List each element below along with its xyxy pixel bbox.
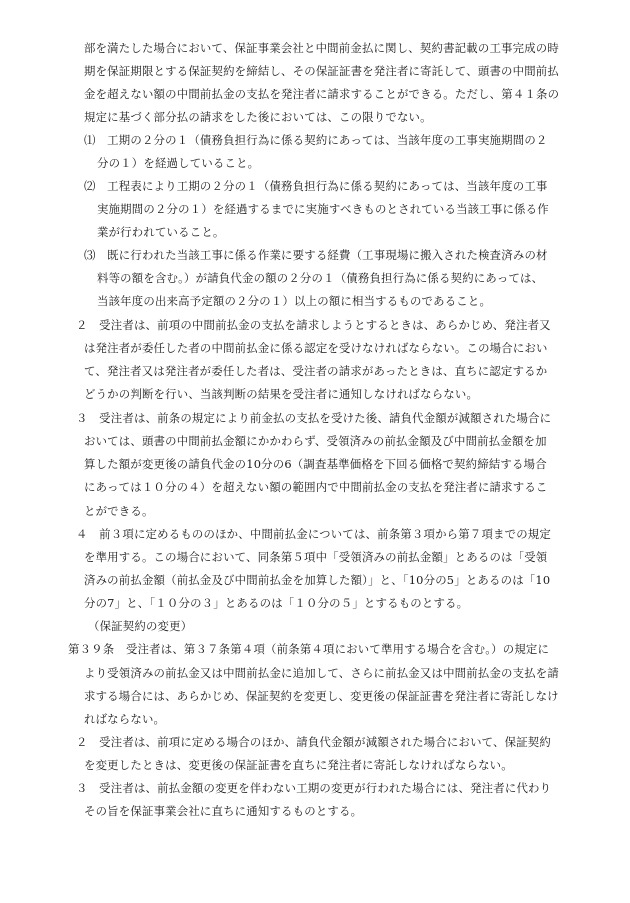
para-39-2-line-2: を変更したときは、変更後の保証証書を直ちに発注者に寄託しなければならない。 bbox=[84, 758, 513, 772]
para-2-line-1: ２ 受注者は、前項の中間前払金の支払を請求しようとするときは、あらかじめ、発注者又 bbox=[76, 318, 551, 332]
para-4-line-3: 済みの前払金額（前払金及び中間前払金を加算した額）」と、「10分の5」とあるのは「10 bbox=[84, 573, 551, 587]
section-heading: （保証契約の変更） bbox=[88, 619, 193, 633]
para-39-3-line-2: その旨を保証事業会社に直ちに通知するものとする。 bbox=[84, 804, 363, 818]
para-39-3-line-1: ３ 受注者は、前払金額の変更を伴わない工期の変更が行われた場合には、発注者に代わり bbox=[76, 781, 552, 795]
item-1-line-2: 分の１）を経過していること。 bbox=[97, 156, 260, 170]
item-2-line-3: 業が行われていること。 bbox=[97, 225, 225, 239]
article-39-line-1: 第３９条 受注者は、第３７条第４項（前条第４項において準用する場合を含む。）の規定に bbox=[68, 642, 550, 656]
para-3-line-3: 算した額が変更後の請負代金の10分の6（調査基準価格を下回る価格で契約締結する場合 bbox=[84, 457, 547, 471]
para-2-line-4: どうかの判断を行い、当該判断の結果を受注者に通知しなければならない。 bbox=[84, 387, 479, 401]
body-line-2: 期を保証期限とする保証契約を締結し、その保証証書を発注者に寄託して、頭書の中間前払 bbox=[84, 64, 559, 78]
para-3-line-5: とができる。 bbox=[84, 504, 154, 518]
para-3-line-4: にあっては１０分の４）を超えない額の範囲内で中間前払金の支払を発注者に請求するこ bbox=[84, 480, 548, 494]
para-2-line-3: て、発注者又は発注者が委任した者は、受注者の請求があったときは、直ちに認定するか bbox=[84, 364, 548, 378]
para-4-line-2: を準用する。この場合において、同条第５項中「受領済みの前払金額」とあるのは「受領 bbox=[84, 550, 548, 564]
article-39-line-2: より受領済みの前払金又は中間前払金に追加して、さらに前払金又は中間前払金の支払を請 bbox=[84, 666, 559, 680]
para-3-line-1: ３ 受注者は、前条の規定により前金払の支払を受けた後、請負代金額が減額された場合に bbox=[76, 411, 552, 425]
item-2-line-1: ⑵ 工程表により工期の２分の１（債務負担行為に係る契約にあっては、当該年度の工事 bbox=[84, 179, 548, 193]
article-39-line-3: 求する場合には、あらかじめ、保証契約を変更し、変更後の保証証書を発注者に寄託しなけ bbox=[84, 689, 559, 703]
item-3-line-3: 当該年度の出来高予定額の２分の１）以上の額に相当するものであること。 bbox=[97, 294, 492, 308]
item-3-line-2: 料等の額を含む。）が請負代金の額の２分の１（債務負担行為に係る契約にあっては、 bbox=[97, 271, 544, 285]
para-4-line-1: ４ 前３項に定めるもののほか、中間前払金については、前条第３項から第７項までの規定 bbox=[76, 527, 551, 541]
body-line-1: 部を満たした場合において、保証事業会社と中間前金払に関し、契約書記載の工事完成の時 bbox=[84, 41, 559, 55]
item-2-line-2: 実施期間の２分の１）を経過するまでに実施すべきものとされている当該工事に係る作 bbox=[97, 202, 549, 216]
item-1-line-1: ⑴ 工期の２分の１（債務負担行為に係る契約にあっては、当該年度の工事実施期間の２ bbox=[84, 133, 548, 147]
article-39-line-4: ればならない。 bbox=[84, 712, 166, 726]
item-3-line-1: ⑶ 既に行われた当該工事に係る作業に要する経費（工事現場に搬入された検査済みの材 bbox=[84, 248, 548, 262]
para-3-line-2: おいては、頭書の中間前払金額にかかわらず、受領済みの前払金額及び中間前払金額を加 bbox=[84, 434, 547, 448]
para-2-line-2: は発注者が委任した者の中間前払金に係る認定を受けなければならない。この場合におい bbox=[84, 341, 548, 355]
para-4-line-4: 分の7」と、「１０分の３」とあるのは「１０分の５」とするものとする。 bbox=[84, 596, 469, 610]
body-line-3: 金を超えない額の中間前払金の支払を発注者に請求することができる。ただし、第４１条の bbox=[84, 87, 560, 101]
para-39-2-line-1: ２ 受注者は、前項に定める場合のほか、請負代金額が減額された場合において、保証契約 bbox=[76, 735, 551, 749]
body-line-4: 規定に基づく部分払の請求をした後においては、この限りでない。 bbox=[84, 110, 432, 124]
